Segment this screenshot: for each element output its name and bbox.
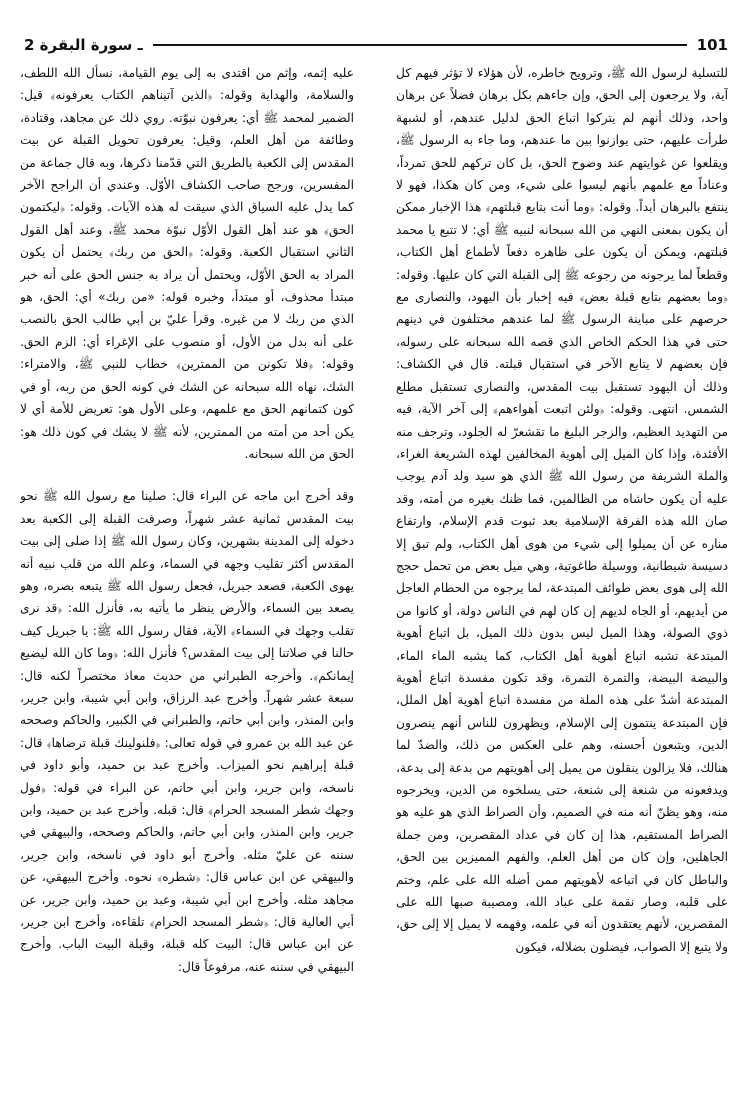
paragraph: عليه إثمه، وإثم من اقتدى به إلى يوم القيامة، نسأل الله اللطف، والسلامة، والهداية وقوله: ﴿الذين آتيناهم الكتاب يعرفونه﴾ قيل: الضمير لمحمد ﷺ أي: يعرفون نبوّته. روي ذلك عن مجاهد، وقتادة، وطائفة من أهل العلم، وقيل: يعرفون تحويل القبلة عن بيت المقدس إلى الكعبة بالطريق التي قدّمنا ذكرها، وبه قال جماعة من المفسرين، ورجح صاحب الكشاف الأوّل. وعندي أن الراجح الآخر كما يدل عليه السياق الذي سيقت له هذه الآيات. وقوله: ﴿ليكتمون الحق﴾ هو عند أهل القول الأوّل نبوّة محمد ﷺ، وعند أهل القول الثاني استقبال الكعبة. وقوله: ﴿الحق من ربك﴾ يحتمل أن يكون المراد به الحق الأوّل، ويحتمل أن يراد به جنس الحق على أنه خبر مبتدأ محذوف، أو مبتدأ، وخبره قوله: «من ربك» أي: الحق، هو الذي من ربك لا من غيره. وقرأ عليّ بن أبي طالب الحق بالنصب على أنه بدل من الأول، أو منصوب على الإغراء أي: الزم الحق. وقوله: ﴿فلا تكونن من الممترين﴾ خطاب للنبي ﷺ، والامتراء: الشك، نهاه الله سبحانه عن الشك في كونه الحق من ربه، أو في كون كتمانهم الحق مع علمهم، وعلى الأول هو: تعريض للأمة أي لا يكن أحد من أمته من الممترين، لأنه ﷺ لا يشك في كون ذلك هو: الحق من الله سبحانه. (20, 66, 354, 461)
header-rule (153, 44, 687, 46)
page-number: 101 (696, 36, 728, 54)
page-header (24, 34, 728, 56)
paragraph: وقد أخرج ابن ماجه عن البراء قال: صلينا مع رسول الله ﷺ نحو بيت المقدس ثمانية عشر شهراً، وصرفت القبلة إلى الكعبة بعد دخوله إلى المدينة بشهرين، وكان رسول الله ﷺ إذا صلى إلى بيت المقدس أكثر تقليب وجهه في السماء، وعلم الله من قلب نبيه أنه يهوى الكعبة، فصعد جبريل، فجعل رسول الله ﷺ يتبعه بصره، وهو يصعد بين السماء، والأرض ينظر ما يأتيه به، فأنزل الله: ﴿قد نرى تقلب وجهك في السماء﴾ الآية، فقال رسول الله ﷺ: يا جبريل كيف حالنا في صلاتنا إلى بيت المقدس؟ فأنزل الله: ﴿وما كان الله ليضيع إيمانكم﴾. وأخرجه الطبراني من حديث معاذ مختصراً لكنه قال: سبعة عشر شهراً. وأخرج عبد الرزاق، وابن أبي شيبة، وابن جرير، وابن المنذر، وابن أبي حاتم، والطبراني في الكبير، والحاكم وصححه عن عبد الله بن عمرو في قوله تعالى: ﴿فلنولينك قبلة ترضاها﴾ قال: قبلة إبراهيم نحو الميزاب. وأخرج عبد بن حميد، وأبو داود في ناسخه، وابن جرير، وابن أبي حاتم، عن البراء في قوله: ﴿فول وجهك شطر المسجد الحرام﴾ قال: قبله. وأخرج عبد بن حميد، وابن جرير، وابن المنذر، وابن أبي حاتم، والحاكم وصححه، والبيهقي في سننه عن عليّ مثله. وأخرج أبو داود في ناسخه، وابن جرير، والبيهقي عن ابن عباس قال: ﴿شطره﴾ نحوه. وأخرج البيهقي، عن مجاهد مثله. وأخرج ابن أبي شيبة، وعبد بن حميد، وابن جرير، عن أبي العالية قال: ﴿شطر المسجد الحرام﴾ تلقاءه، وأخرج ابن جرير، عن ابن عباس قال: البيت كله قبلة، وقبلة البيت الباب. وأخرج البيهقي في سننه عنه، مرفوعاً قال: (20, 489, 354, 974)
paragraph: للتسلية لرسول الله ﷺ، وترويح خاطره، لأن هؤلاء لا تؤثر فيهم كل آية، ولا يرجعون إلى الحق، وإن جاءهم بكل برهان فضلاً عن برهان واحد، وذلك أنهم لم يتركوا اتباع الحق لدليل عندهم، أو لشبهة طرأت عليهم، حتى يوازنوا بين ما عندهم، وما جاء به الرسول ﷺ، ويقلعوا عن غوايتهم عند وضوح الحق، بل كان تركهم للحق تمرداً، وعناداً مع علمهم بأنهم ليسوا على شيء، ومن كان هكذا، فهو لا ينتفع بالبرهان أبداً. وقوله: ﴿وما أنت بتابع قبلتهم﴾ هذا الإخبار ممكن أن يكون بمعنى النهي من الله سبحانه لنبيه ﷺ أي: لا تتبع يا محمد قبلتهم، ويمكن أن يكون على ظاهره دفعاً لأطماع أهل الكتاب، وقطعاً لما يرجونه من رجوعه ﷺ إلى القبلة التي كان عليها. وقوله: ﴿وما بعضهم بتابع قبلة بعض﴾ فيه إخبار بأن اليهود، والنصارى مع حرصهم على مباينة الرسول ﷺ لما عندهم مختلفون في دينهم حتى في هذا الحكم الخاص الذي قصه الله سبحانه على رسوله، فإن بعضهم لا يتابع الآخر في استقبال قبلته. قال في الكشاف: وذلك أن اليهود تستقبل بيت المقدس، والنصارى تستقبل مطلع الشمس. انتهى. وقوله: ﴿ولئن اتبعت أهواءهم﴾ إلى آخر الآية، فيه من التهديد العظيم، والزجر البليغ ما تقشعرّ له الجلود، وترجف منه الأفئدة، وإذا كان الميل إلى أهوية المخالفين لهذه الشريعة الغراء، والملة الشريفة من رسول الله ﷺ الذي هو سيد ولد آدم يوجب عليه أن يكون حاشاه من الظالمين، فما ظنك بغيره من أمته، وقد صان الله هذه الفرقة الإسلامية بعد ثبوت قدم الإسلام، وارتفاع مناره عن أن يميلوا إلى شيء من هوى أهل الكتاب، ولم تبق إلا دسيسة شيطانية، ووسيلة طاغوتية، وهي ميل بعض من تحمل حجج الله إلى هوى بعض طوائف المبتدعة، لما يرجوه من الحطام العاجل من أيديهم، أو الجاه لديهم إن كان لهم في الناس دولة، أو كانوا من ذوي الصولة، وهذا الميل ليس بدون ذلك الميل، بل اتباع أهوية المبتدعة تشبه اتباع أهوية أهل الكتاب، كما يشبه الماء الماء، والبيضة البيضة، والتمرة التمرة، وقد تكون مفسدة اتباع أهوية المبتدعة أشدّ على هذه الملة من مفسدة اتباع أهوية أهل الملل، فإن المبتدعة ينتمون إلى الإسلام، ويظهرون للناس أنهم ينصرون الدين، ويتبعون أحسنه، وهم على العكس من ذلك، والضدّ لما هنالك، فلا يزالون ينقلون من يميل إلى أهويتهم من بدعة إلى بدعة، ويدفعونه من شنعة إلى شنعة، حتى يسلخوه من الدين، ويخرجوه منه، وهو يظنّ أنه منه في الصميم، وأن الصراط الذي هو عليه هو الصراط المستقيم، هذا إن كان في عداد المقصرين، ومن جملة الجاهلين، وإن كان من أهل العلم، والفهم المميزين بين الحق، والباطل كان في اتباعه لأهويتهم ممن أضله الله على علم، وختم على قلبه، وصار نقمة على عباد الله، ومصيبة صبها الله على المقصرين، لأنهم يعتقدون أنه في علمه، وفهمه لا يميل إلا إلى حق، ولا يتبع إلا الصواب، فيضلون بضلاله، فيكون (396, 66, 728, 954)
right-text-column (396, 62, 728, 1102)
left-text-column (20, 62, 354, 1102)
sura-title: 2 ـ سورة البقرة (24, 36, 143, 54)
